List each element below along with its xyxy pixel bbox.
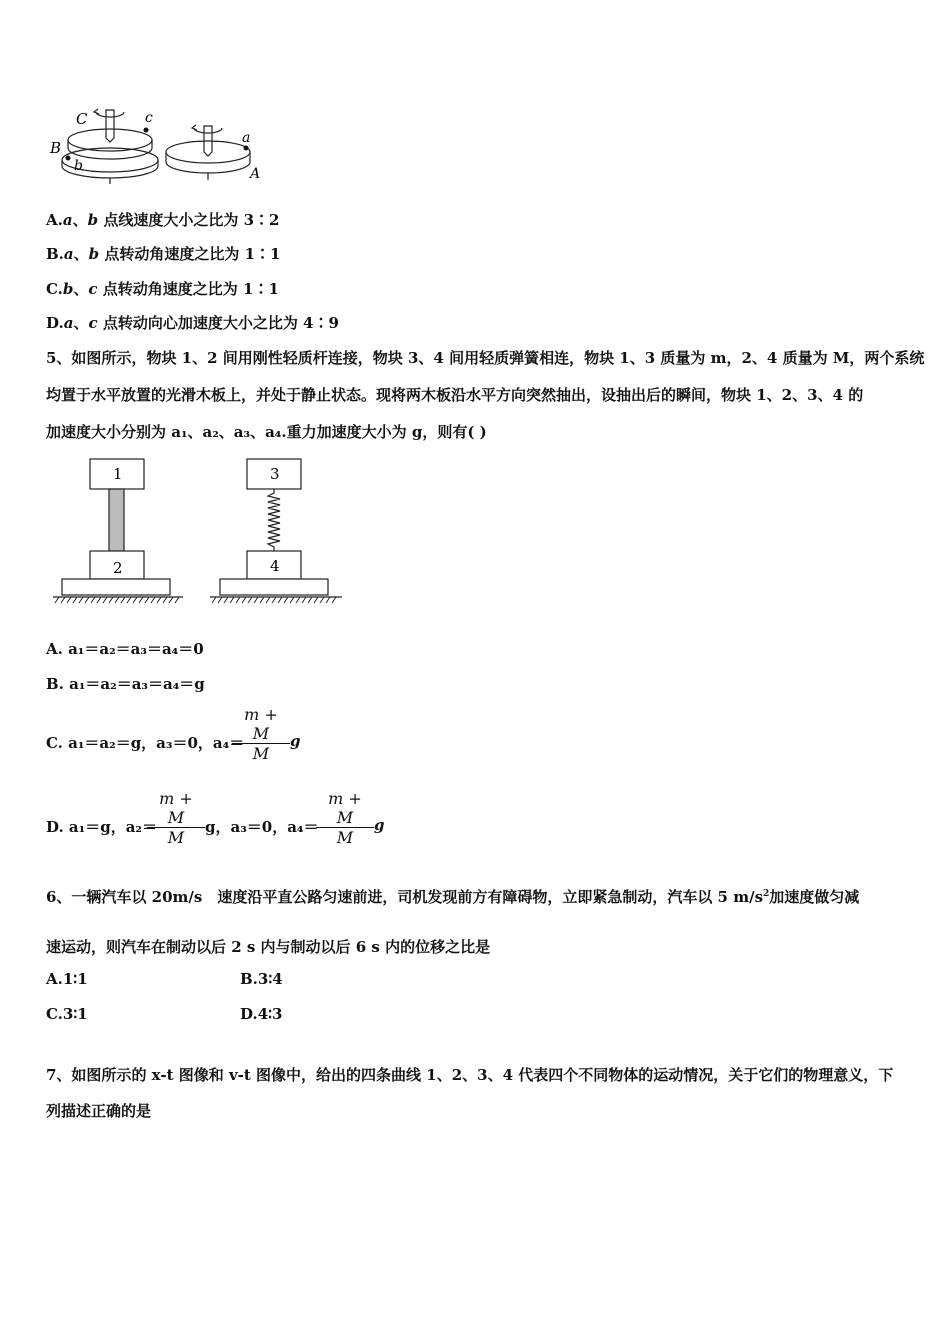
label-B: B xyxy=(50,139,62,157)
discs-figure xyxy=(48,100,268,190)
q4-option-c: C.b、c 点转动角速度之比为 1∶1 xyxy=(46,280,279,298)
spring xyxy=(268,489,280,551)
block-1-label: 1 xyxy=(113,465,123,483)
q5-d-g: g xyxy=(374,816,385,834)
q5-c-g: g xyxy=(290,732,301,750)
q7-line-2: 列描述正确的是 xyxy=(46,1102,152,1120)
q4-option-b: B.a、b 点转动角速度之比为 1∶1 xyxy=(46,245,281,263)
point-a xyxy=(244,146,249,151)
q5-line-1: 5、如图所示，物块 1、2 间用刚性轻质杆连接，物块 3、4 间用轻质弹簧相连，物块 1、3 质量为 m，2、4 质量为 M，两个系统 xyxy=(46,349,925,367)
point-b xyxy=(66,156,71,161)
q4-option-a: A.a、b 点线速度大小之比为 3∶2 xyxy=(46,211,280,229)
q5-c-fraction: $\frac{m + M}{M}$ xyxy=(232,705,290,763)
label-C: C xyxy=(76,110,88,128)
q5-d-fraction-1: $\frac{m + M}{M}$ xyxy=(147,789,205,847)
q5-line-2: 均置于水平放置的光滑木板上，并处于静止状态。现将两木板沿水平方向突然抽出，设抽出后的瞬间，物块 1、2、3、4 的 xyxy=(46,386,864,404)
q5-d-fraction-2: $\frac{m + M}{M}$ xyxy=(316,789,374,847)
rigid-rod xyxy=(109,489,124,551)
left-board xyxy=(62,579,170,595)
q4-option-d: D.a、c 点转动向心加速度大小之比为 4∶9 xyxy=(46,314,339,332)
q5-option-d-part2: g，a₃＝0，a₄＝ xyxy=(205,818,319,836)
q5-option-b: B. a₁＝a₂＝a₃＝a₄＝g xyxy=(46,675,205,693)
q5-option-c: C. a₁＝a₂＝g，a₃＝0，a₄＝ xyxy=(46,734,245,752)
q6-line-2: 速运动，则汽车在制动以后 2 s 内与制动以后 6 s 内的位移之比是 xyxy=(46,938,491,956)
q6-option-b: B.3∶4 xyxy=(240,970,283,988)
label-b: b xyxy=(74,158,83,174)
q6-option-d: D.4∶3 xyxy=(240,1005,283,1023)
right-board xyxy=(220,579,328,595)
label-c: c xyxy=(145,110,153,126)
block-4-label: 4 xyxy=(270,557,280,575)
block-3-label: 3 xyxy=(270,465,280,483)
q7-line-1: 7、如图所示的 x-t 图像和 v-t 图像中，给出的四条曲线 1、2、3、4 代表四个不同物体的运动情况，关于它们的物理意义，下 xyxy=(46,1066,894,1084)
q6-option-a: A.1∶1 xyxy=(46,970,88,988)
block-2-label: 2 xyxy=(113,559,123,577)
point-c xyxy=(144,128,149,133)
q5-line-3: 加速度大小分别为 a₁、a₂、a₃、a₄.重力加速度大小为 g，则有( ) xyxy=(46,423,487,441)
q6-option-c: C.3∶1 xyxy=(46,1005,88,1023)
q6-line-1: 6、一辆汽车以 20m/s 速度沿平直公路匀速前进，司机发现前方有障碍物，立即紧急制动，汽车以 5 $m/s^2$加速度做匀减 xyxy=(46,888,860,906)
q5-option-a: A. a₁＝a₂＝a₃＝a₄＝0 xyxy=(46,640,204,658)
blocks-figure xyxy=(50,455,350,607)
label-a: a xyxy=(242,130,251,146)
label-A: A xyxy=(250,166,261,182)
q5-option-d-part1: D. a₁＝g，a₂＝ xyxy=(46,818,157,836)
